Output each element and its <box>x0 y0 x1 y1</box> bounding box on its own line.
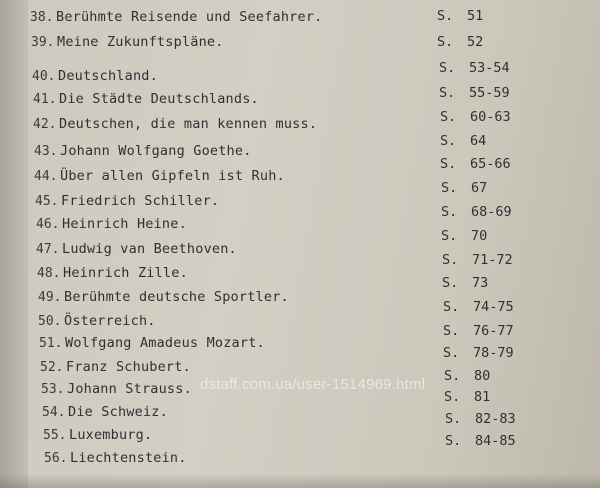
entry-title: Johann Strauss. <box>67 381 192 397</box>
toc-entry-43 <box>34 139 252 161</box>
entry-number: 41. <box>33 92 57 107</box>
toc-page-54: S. 81 <box>444 389 491 405</box>
toc-entry-56 <box>44 446 187 468</box>
toc-page-53: S. 80 <box>444 368 491 384</box>
entry-number: 47. <box>36 242 60 257</box>
entry-number: 56. <box>44 451 68 466</box>
entry-title: Deutschen, die man kennen muss. <box>59 116 318 132</box>
toc-entry-49 <box>38 285 289 307</box>
entry-page: 67 <box>471 180 488 196</box>
entry-page: 84-85 <box>475 433 516 449</box>
entry-title: Berühmte Reisende und Seefahrer. <box>56 9 323 25</box>
entry-page: 51 <box>467 8 484 24</box>
entry-title: Berühmte deutsche Sportler. <box>64 289 289 305</box>
toc-entry-47 <box>36 237 237 259</box>
entry-number: 48. <box>37 266 61 281</box>
toc-page-49: S. 73 <box>442 275 489 291</box>
entry-page: 70 <box>471 228 488 244</box>
toc-entry-51 <box>39 331 265 353</box>
toc-page-39: S. 52 <box>437 34 484 50</box>
entry-number: 51. <box>39 336 63 351</box>
toc-page-42: S. 60-63 <box>440 109 511 125</box>
entry-page: 78-79 <box>473 345 514 361</box>
entry-page: 68-69 <box>471 204 512 220</box>
toc-page-41: S. 55-59 <box>439 85 510 101</box>
entry-number: 38. <box>30 10 54 25</box>
entry-title: Österreich. <box>64 313 156 329</box>
toc-entry-41 <box>33 87 259 109</box>
toc-page-52: S. 78-79 <box>443 345 514 361</box>
entry-title: Ludwig van Beethoven. <box>62 241 237 257</box>
entry-title: Luxemburg. <box>69 427 153 443</box>
entry-title: Wolfgang Amadeus Mozart. <box>65 335 265 351</box>
toc-entry-53 <box>41 377 192 399</box>
entry-number: 39. <box>31 35 55 50</box>
toc-page-44: S. 65-66 <box>440 156 511 172</box>
toc-page-40: S. 53-54 <box>439 60 510 76</box>
entry-number: 52. <box>40 360 64 375</box>
entry-number: 44. <box>34 169 58 184</box>
toc-entry-48 <box>37 261 188 283</box>
toc-page-46: S. 68-69 <box>441 204 512 220</box>
entry-number: 55. <box>43 428 67 443</box>
entry-title: Heinrich Zille. <box>63 265 188 281</box>
toc-entry-46 <box>36 212 187 234</box>
entry-number: 45. <box>35 194 59 209</box>
entry-title: Meine Zukunftspläne. <box>57 34 224 50</box>
entry-page: 76-77 <box>473 323 514 339</box>
toc-page-55: S. 82-83 <box>445 411 516 427</box>
entry-page: 60-63 <box>470 109 511 125</box>
toc-page-50: S. 74-75 <box>443 299 514 315</box>
entry-title: Friedrich Schiller. <box>61 193 220 209</box>
toc-entry-42 <box>33 112 317 134</box>
entry-number: 53. <box>41 382 65 397</box>
entry-page: 53-54 <box>469 60 510 76</box>
entry-number: 49. <box>38 290 62 305</box>
entry-number: 46. <box>36 217 60 232</box>
entry-page: 64 <box>470 133 487 149</box>
entry-title: Heinrich Heine. <box>62 216 187 232</box>
toc-entry-54 <box>42 400 168 422</box>
entry-title: Franz Schubert. <box>66 359 191 375</box>
entry-number: 54. <box>42 405 66 420</box>
toc-page-56: S. 84-85 <box>445 433 516 449</box>
toc-entry-52 <box>40 355 191 377</box>
toc-page-47: S. 70 <box>441 228 488 244</box>
entry-page: 80 <box>474 368 491 384</box>
entry-number: 43. <box>34 144 58 159</box>
toc-entry-39 <box>31 30 224 52</box>
toc-entry-45 <box>35 189 219 211</box>
entry-page: 55-59 <box>469 85 510 101</box>
entry-page: 74-75 <box>473 299 514 315</box>
toc-page-51: S. 76-77 <box>443 323 514 339</box>
entry-number: 50. <box>38 314 62 329</box>
entry-page: 82-83 <box>475 411 516 427</box>
watermark-text: dstaff.com.ua/user-1514969.html <box>200 376 426 393</box>
entry-number: 42. <box>33 117 57 132</box>
toc-entry-50 <box>38 309 156 331</box>
entry-title: Liechtenstein. <box>70 450 187 466</box>
page-bottom-shadow <box>0 474 600 488</box>
entry-page: 81 <box>474 389 491 405</box>
entry-title: Über allen Gipfeln ist Ruh. <box>60 168 285 184</box>
toc-entry-55 <box>43 423 152 445</box>
entry-page: 52 <box>467 34 484 50</box>
toc-page-43: S. 64 <box>440 133 487 149</box>
entry-title: Die Städte Deutschlands. <box>59 91 259 107</box>
toc-entry-40 <box>32 64 158 86</box>
entry-title: Deutschland. <box>58 68 158 84</box>
toc-page-38: S. 51 <box>437 8 484 24</box>
entry-title: Die Schweiz. <box>68 404 168 420</box>
toc-entry-38 <box>30 5 323 27</box>
entry-title: Johann Wolfgang Goethe. <box>60 143 252 159</box>
entry-page: 71-72 <box>472 252 513 268</box>
toc-page-48: S. 71-72 <box>442 252 513 268</box>
toc-entry-44 <box>34 164 285 186</box>
entry-page: 73 <box>472 275 489 291</box>
toc-page-45: S. 67 <box>441 180 488 196</box>
entry-page: 65-66 <box>470 156 511 172</box>
entry-number: 40. <box>32 69 56 84</box>
